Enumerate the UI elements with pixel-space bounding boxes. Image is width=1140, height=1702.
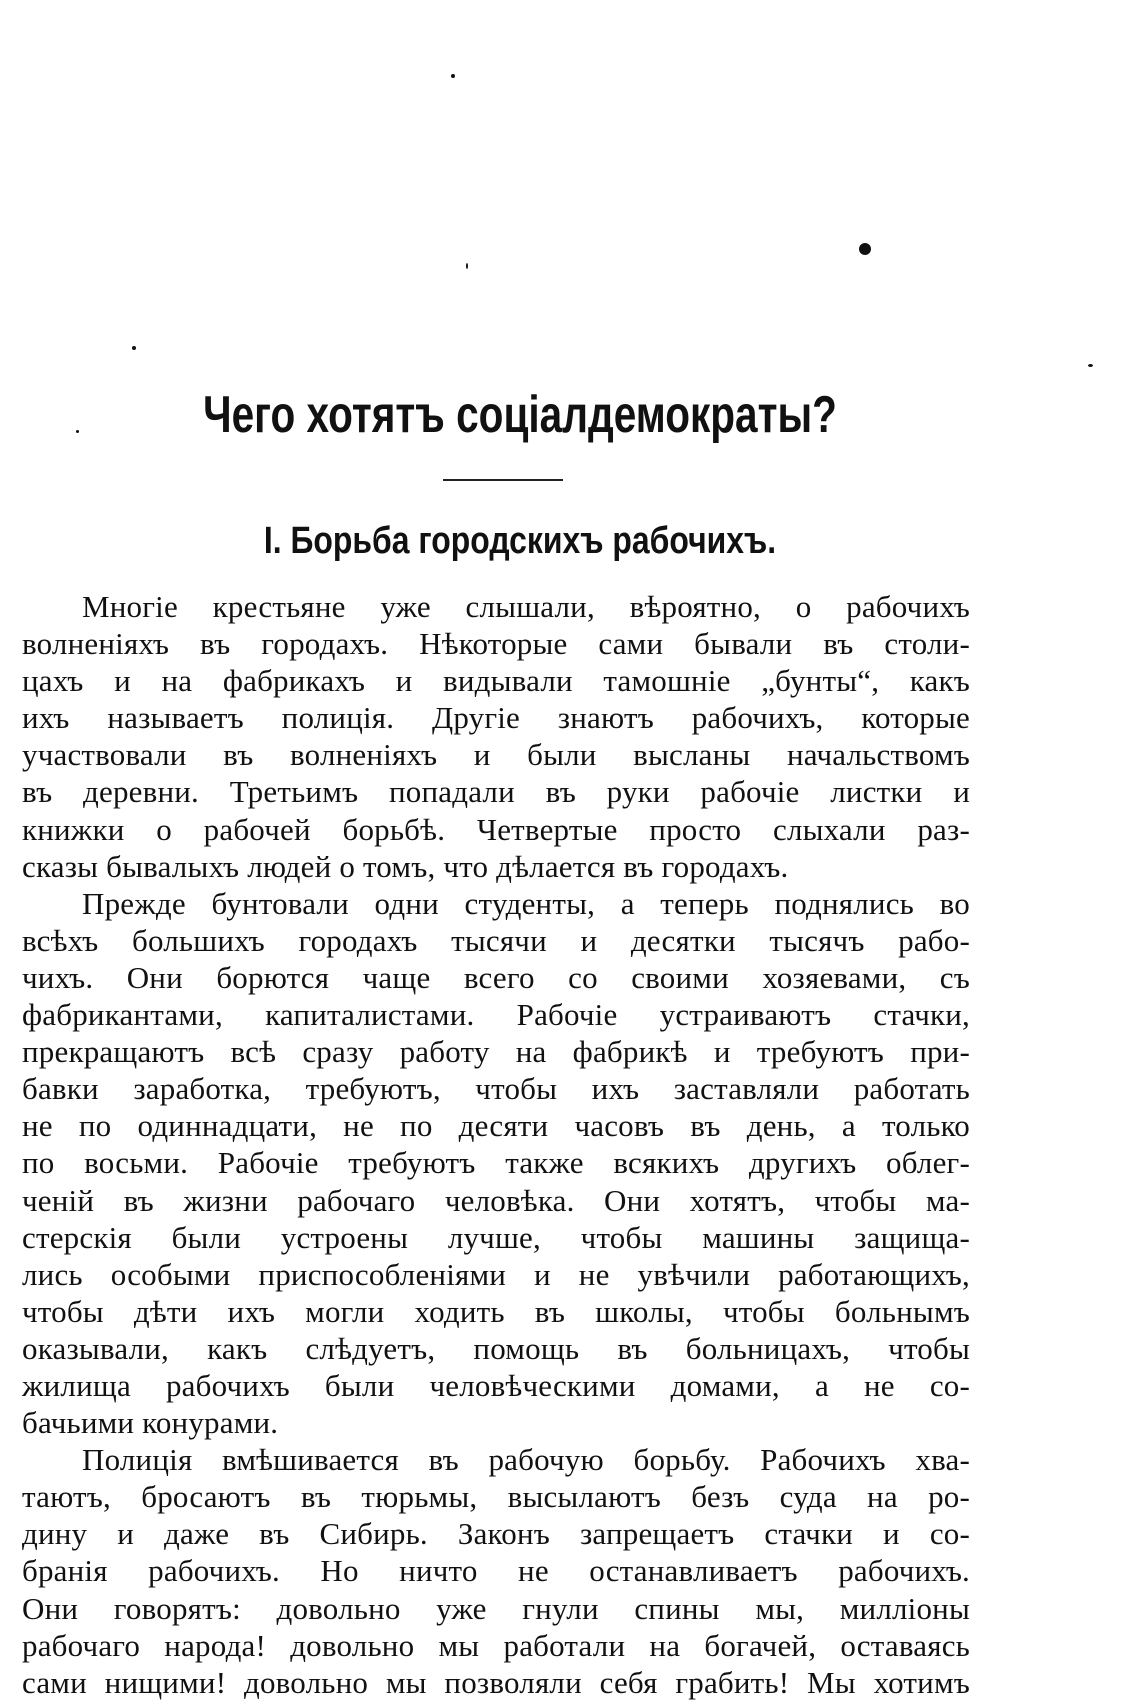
scan-speck xyxy=(451,74,455,78)
text-line: бавки заработка, требуютъ, чтобы ихъ заставляли работать xyxy=(22,1071,970,1107)
body-text xyxy=(22,588,970,1701)
text-line: стерскія были устроены лучше, чтобы машины защища- xyxy=(22,1219,970,1255)
page-title: Чего хотятъ соціалдемократы? xyxy=(203,386,837,444)
section-heading: I. Борьба городскихъ рабочихъ. xyxy=(263,520,777,562)
text-line: оказывали, какъ слѣдуетъ, помощь въ больницахъ, чтобы xyxy=(22,1330,970,1366)
text-line: чтобы дѣти ихъ могли ходить въ школы, чтобы больнымъ xyxy=(22,1293,970,1329)
text-line: волненіяхъ въ городахъ. Нѣкоторые сами бывали въ столи- xyxy=(22,626,970,662)
text-line: сами нищими! довольно мы позволяли себя грабить! Мы хотимъ xyxy=(22,1664,970,1700)
text-line: Они говорятъ: довольно уже гнули спины мы, милліоны xyxy=(22,1590,970,1626)
text-line: не по одиннадцати, не по десяти часовъ въ день, а только xyxy=(22,1108,970,1144)
text-line: Многіе крестьяне уже слышали, вѣроятно, о рабочихъ xyxy=(82,589,970,624)
scan-speck xyxy=(1088,364,1093,367)
title-divider xyxy=(443,479,563,481)
text-line: чихъ. Они борются чаще всего со своими хозяевами, съ xyxy=(22,959,970,995)
text-line: бранія рабочихъ. Но ничто не останавливаетъ рабочихъ. xyxy=(22,1553,970,1589)
text-line: участвовали въ волненіяхъ и были высланы начальствомъ xyxy=(22,737,970,773)
text-line: таютъ, бросаютъ въ тюрьмы, высылаютъ безъ суда на ро- xyxy=(22,1479,970,1515)
text-line: бачьими конурами. xyxy=(22,1405,279,1441)
scan-speck xyxy=(466,263,468,269)
scan-speck xyxy=(859,243,871,255)
text-line: сказы бывалыхъ людей о томъ, что дѣлается въ городахъ. xyxy=(22,848,789,884)
text-line: рабочаго народа! довольно мы работали на богачей, оставаясь xyxy=(22,1627,970,1663)
text-line: цахъ и на фабрикахъ и видывали тамошніе „бунты“, какъ xyxy=(22,663,970,699)
text-line: всѣхъ большихъ городахъ тысячи и десятки тысячъ рабо- xyxy=(22,922,970,958)
text-line: по восьми. Рабочіе требуютъ также всякихъ другихъ облег- xyxy=(22,1145,970,1181)
text-line: жилища рабочихъ были человѣческими домами, а не со- xyxy=(22,1367,970,1403)
text-line: въ деревни. Третьимъ попадали въ руки рабочіе листки и xyxy=(22,774,970,810)
text-line: прекращаютъ всѣ сразу работу на фабрикѣ и требуютъ при- xyxy=(22,1034,970,1070)
scan-speck xyxy=(132,346,136,350)
text-line: ихъ называетъ полиція. Другіе знаютъ рабочихъ, которые xyxy=(22,700,970,736)
text-line: дину и даже въ Сибирь. Законъ запрещаетъ стачки и со- xyxy=(22,1516,970,1552)
text-line: Прежде бунтовали одни студенты, а теперь поднялись во xyxy=(82,885,970,921)
text-line: лись особыми приспособленіями и не увѣчили работающихъ, xyxy=(22,1256,970,1292)
text-line: фабрикантами, капиталистами. Рабочіе устраиваютъ стачки, xyxy=(22,997,970,1033)
text-line: Полиція вмѣшивается въ рабочую борьбу. Рабочихъ хва- xyxy=(82,1442,970,1478)
text-line: ченій въ жизни рабочаго человѣка. Они хотятъ, чтобы ма- xyxy=(22,1182,970,1218)
text-line: книжки о рабочей борьбѣ. Четвертые просто слыхали раз- xyxy=(22,811,970,847)
